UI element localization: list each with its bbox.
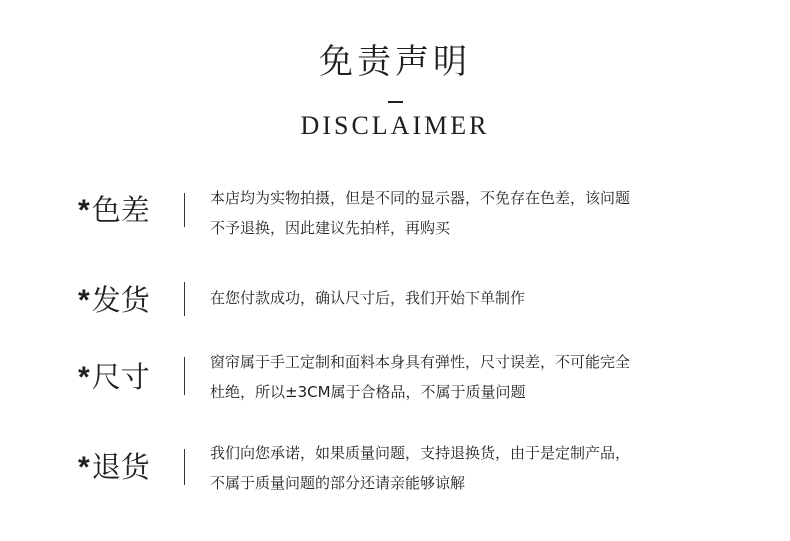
item-description-line: 本店均为实物拍摄，但是不同的显示器，不免存在色差，该问题 bbox=[210, 189, 631, 207]
item-label-text: 发货 bbox=[91, 283, 150, 317]
item-label bbox=[78, 449, 150, 486]
item-divider bbox=[184, 193, 185, 227]
item-description bbox=[210, 438, 710, 498]
item-description-line: 在您付款成功，确认尺寸后，我们开始下单制作 bbox=[210, 289, 526, 307]
item-label-text: 退货 bbox=[91, 450, 150, 484]
item-description bbox=[210, 283, 710, 313]
item-description-line: 不属于质量问题的部分还请亲能够谅解 bbox=[210, 474, 466, 492]
asterisk-icon: * bbox=[78, 361, 90, 394]
page-title: 免责声明 bbox=[319, 42, 471, 82]
item-description-line: 不予退换，因此建议先拍样，再购买 bbox=[210, 219, 451, 237]
item-description-line: 窗帘属于手工定制和面料本身具有弹性，尺寸误差，不可能完全 bbox=[210, 353, 631, 371]
asterisk-icon: * bbox=[78, 194, 90, 227]
item-divider bbox=[184, 282, 185, 316]
item-divider bbox=[184, 449, 185, 485]
asterisk-icon: * bbox=[78, 284, 90, 317]
item-label-text: 色差 bbox=[91, 193, 150, 227]
title-divider bbox=[388, 101, 403, 103]
page-subtitle: DISCLAIMER bbox=[300, 111, 490, 140]
item-label bbox=[78, 282, 150, 319]
item-divider bbox=[184, 357, 185, 395]
item-description bbox=[210, 183, 710, 243]
item-label bbox=[78, 192, 150, 229]
item-description-line: 杜绝，所以±3CM属于合格品，不属于质量问题 bbox=[210, 383, 526, 401]
asterisk-icon: * bbox=[78, 451, 90, 484]
item-description bbox=[210, 347, 710, 407]
item-description-line: 我们向您承诺，如果质量问题，支持退换货，由于是定制产品， bbox=[210, 444, 631, 462]
item-label-text: 尺寸 bbox=[91, 360, 150, 394]
item-label bbox=[78, 359, 150, 396]
